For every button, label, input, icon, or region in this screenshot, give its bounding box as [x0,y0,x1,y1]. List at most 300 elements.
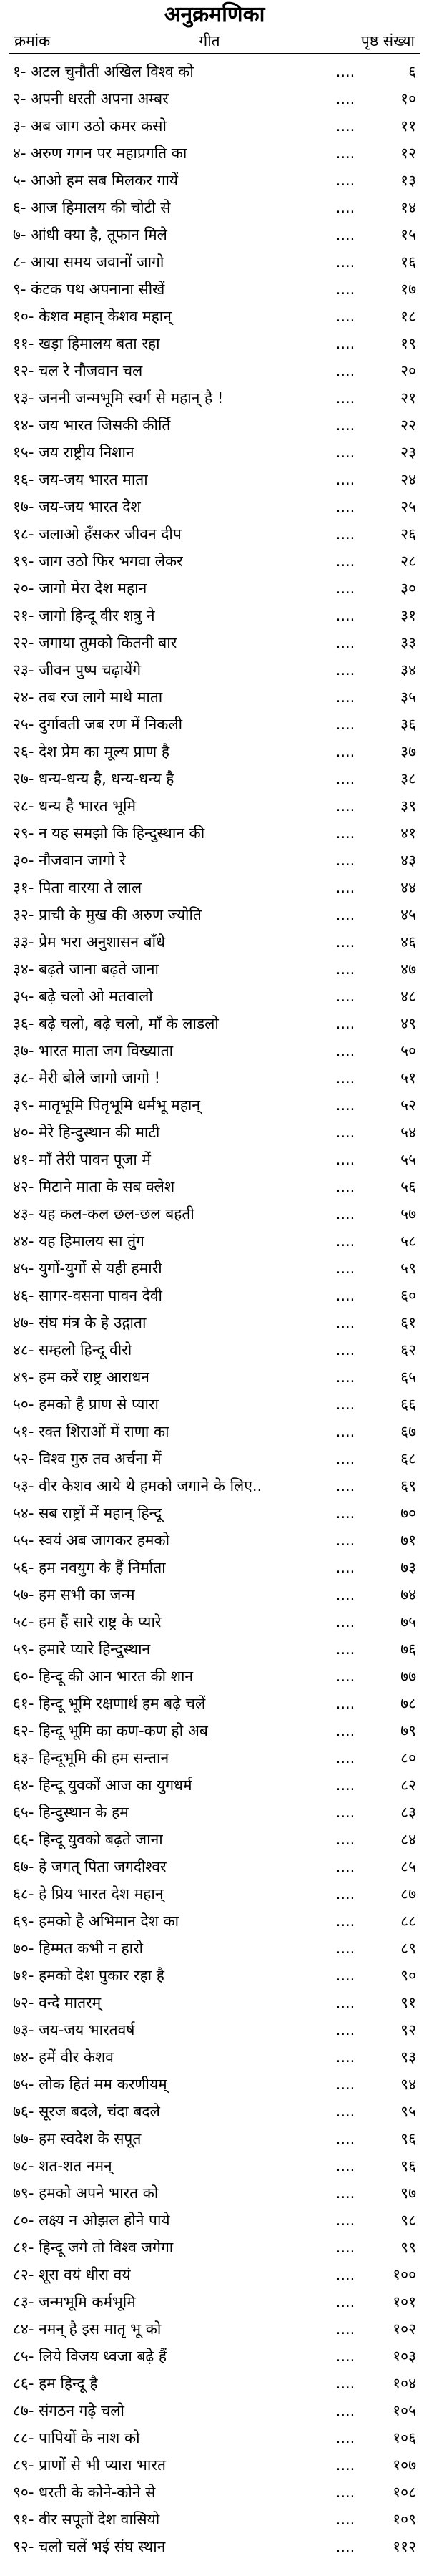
entry-leader-dots: .... [335,525,355,543]
entry-title: ४४- यह हिमालय सा तुंग [13,1233,144,1250]
entry-leader-dots: .... [335,199,355,216]
index-entry [9,439,420,466]
entry-page-number: ८७ [400,1885,416,1902]
entry-title: ७९- हमको अपने भारत को [13,2184,159,2202]
entry-page-number: ६८ [400,1450,416,1467]
entry-leader-dots: .... [335,90,355,107]
entry-page-number: ९० [400,1967,416,1984]
column-header-page: पृष्ठ संख्या [360,32,415,49]
entry-page-number: २५ [400,498,416,515]
index-entry [9,2451,420,2479]
entry-page-number: ११ [400,117,416,135]
entry-page-number: १०६ [393,2429,416,2446]
entry-title: ५३- वीर केशव आये थे हमको जगाने के लिए.. [13,1477,262,1494]
entry-page-number: ५२ [400,1097,416,1114]
entry-leader-dots: .... [335,2130,355,2147]
index-entry [9,1064,420,1092]
index-entry [9,1336,420,1364]
index-entry [9,1527,420,1554]
index-entry [9,928,420,956]
entry-page-number: १०५ [393,2402,416,2419]
entry-title: ४- अरुण गगन पर महाप्रगति का [13,145,187,162]
entry-page-number: १८ [400,308,416,325]
index-entry [9,656,420,684]
entry-leader-dots: .... [335,1912,355,1930]
entry-page-number: ६२ [400,1341,416,1359]
entry-title: १८- जलाओ हँसकर जीवन दीप [13,525,182,543]
entry-title: ४८- सम्हलो हिन्दू वीरो [13,1341,132,1359]
entry-page-number: ३४ [400,661,416,679]
entry-title: ७७- हम स्वदेश के सपूत [13,2130,142,2147]
entry-page-number: ५६ [400,1178,416,1195]
index-entry [9,1255,420,1282]
entry-title: ३७- भारत माता जग विख्याता [13,1042,174,1059]
entry-leader-dots: .... [335,1668,355,1685]
index-entry [9,221,420,248]
entry-page-number: ७३ [400,1559,416,1576]
entry-page-number: ४४ [400,879,416,896]
entry-title: ४३- यह कल-कल छल-छल बहती [13,1205,194,1223]
entry-title: ५१- रक्त शिराओं में राणा का [13,1423,169,1440]
entry-title: ३१- पिता वारया ते लाल [13,879,142,896]
entry-leader-dots: .... [335,1749,355,1766]
entry-leader-dots: .... [335,417,355,434]
entry-leader-dots: .... [335,1314,355,1331]
index-entry [9,2043,420,2071]
entry-leader-dots: .... [335,580,355,597]
entry-leader-dots: .... [335,879,355,896]
entry-leader-dots: .... [335,2239,355,2256]
index-entry [9,520,420,548]
entry-leader-dots: .... [335,1450,355,1467]
entry-title: १७- जय-जय भारत देश [13,498,141,515]
entry-page-number: ८३ [400,1804,416,1821]
index-entry [9,2261,420,2288]
entry-title: ८०- लक्ष्य न ओझल होने पाये [13,2212,170,2229]
entry-leader-dots: .... [335,661,355,679]
index-entry [9,1907,420,1935]
entry-leader-dots: .... [335,1641,355,1658]
entry-page-number: ३९ [400,797,416,815]
entry-title: ५६- हम नवयुग के हैं निर्माता [13,1559,166,1576]
index-entry [9,1282,420,1309]
entry-page-number: ५५ [400,1151,416,1168]
entry-page-number: ९४ [400,2076,416,2093]
index-entry [9,2207,420,2234]
entry-leader-dots: .... [335,1015,355,1032]
entry-leader-dots: .... [335,2511,355,2528]
entry-leader-dots: .... [335,308,355,325]
entry-title: ६८- हे प्रिय भारत देश महान् [13,1885,164,1902]
entry-leader-dots: .... [335,2484,355,2501]
entry-page-number: ६५ [400,1369,416,1386]
entry-leader-dots: .... [335,1613,355,1630]
index-entry [9,2179,420,2207]
entry-title: ८३- जन्मभूमि कर्मभूमि [13,2293,136,2310]
entry-leader-dots: .... [335,444,355,461]
entry-title: ११- खड़ा हिमालय बता रहा [13,335,160,352]
entry-title: १३- जननी जन्मभूमि स्वर्ग से महान् है ! [13,389,224,407]
entry-page-number: ११२ [393,2538,416,2555]
index-entry [9,847,420,874]
index-entry [9,1554,420,1581]
entry-page-number: ४६ [400,933,416,951]
entry-leader-dots: .... [335,1477,355,1494]
index-entry [9,1744,420,1771]
entry-title: ३६- बढ़े चलो, बढ़े चलो, माँ के लाडलो [13,1015,219,1032]
entry-title: १२- चल रे नौजवान चल [13,362,143,379]
entry-page-number: १०७ [393,2456,416,2474]
entry-page-number: ९६ [400,2130,416,2147]
index-entry [9,1092,420,1119]
index-entry [9,684,420,711]
entry-page-number: ३६ [400,716,416,733]
column-header-number: क्रमांक [14,32,51,49]
index-entry [9,602,420,629]
entry-title: ३३- प्रेम भरा अनुशासन बाँधे [13,933,166,951]
entry-page-number: ८९ [400,1940,416,1957]
entry-title: ४२- मिटाने माता के सब क्लेश [13,1178,175,1195]
index-entry [9,1228,420,1255]
entry-page-number: २० [400,362,416,379]
song-index-list [9,58,420,2560]
entry-title: ३४- बढ़ते जाना बढ़ते जाना [13,961,159,978]
entry-leader-dots: .... [335,389,355,407]
entry-title: ३२- प्राची के मुख की अरुण ज्योति [13,906,202,923]
entry-title: ७८- शत-शत नमन् [13,2157,112,2174]
entry-leader-dots: .... [335,1532,355,1549]
entry-page-number: ८८ [400,1912,416,1930]
entry-page-number: १३ [400,172,416,189]
entry-page-number: ५८ [400,1233,416,1250]
entry-leader-dots: .... [335,1069,355,1087]
entry-title: ९- कंटक पथ अपनाना सीखें [13,281,165,298]
entry-leader-dots: .... [335,770,355,787]
index-entry [9,167,420,194]
index-entry [9,194,420,221]
column-header-song: गीत [199,32,220,49]
entry-title: ७४- हमें वीर केशव [13,2048,114,2066]
entry-leader-dots: .... [335,335,355,352]
entry-leader-dots: .... [335,471,355,488]
entry-page-number: ८४ [400,1831,416,1848]
entry-leader-dots: .... [335,2076,355,2093]
entry-title: १९- जाग उठो फिर भगवा लेकर [13,553,183,570]
entry-leader-dots: .... [335,553,355,570]
index-entry [9,112,420,140]
entry-leader-dots: .... [335,1804,355,1821]
entry-page-number: २४ [400,471,416,488]
entry-leader-dots: .... [335,1831,355,1848]
entry-title: ६१- हिन्दू भूमि रक्षणार्थ हम बढ़े चलें [13,1695,206,1712]
entry-page-number: ९९ [400,2239,416,2256]
entry-page-number: ९६ [400,2157,416,2174]
index-entry [9,1853,420,1880]
entry-leader-dots: .... [335,797,355,815]
entry-title: १४- जय भारत जिसकी कीर्ति [13,417,171,434]
index-entry [9,820,420,847]
entry-leader-dots: .... [335,1858,355,1875]
entry-page-number: ७५ [400,1613,416,1630]
entry-title: ६४- हिन्दू युवकों आज का युगधर्म [13,1777,192,1794]
entry-title: ४७- संघ मंत्र के हे उद्गाता [13,1314,147,1331]
entry-page-number: ८० [400,1749,416,1766]
entry-leader-dots: .... [335,2456,355,2474]
entry-leader-dots: .... [335,1151,355,1168]
entry-leader-dots: .... [335,2293,355,2310]
entry-page-number: ८५ [400,1858,416,1875]
entry-title: ५०- हमको है प्राण से प्यारा [13,1396,159,1413]
entry-leader-dots: .... [335,2184,355,2202]
index-entry [9,2071,420,2098]
entry-page-number: ६० [400,1287,416,1304]
entry-leader-dots: .... [335,607,355,624]
index-entry [9,248,420,276]
entry-title: २२- जगाया तुमको कितनी बार [13,634,177,651]
index-entry [9,956,420,983]
entry-page-number: ६ [408,63,416,80]
entry-leader-dots: .... [335,1695,355,1712]
entry-title: ६६- हिन्दू युवको बढ़ते जाना [13,1831,163,1848]
entry-title: ६९- हमको है अभिमान देश का [13,1912,179,1930]
entry-page-number: ७९ [400,1722,416,1739]
entry-page-number: १०३ [393,2348,416,2365]
entry-leader-dots: .... [335,498,355,515]
entry-leader-dots: .... [335,1967,355,1984]
entry-page-number: ७८ [400,1695,416,1712]
entry-title: ९२- चलो चलें भई संघ स्थान [13,2538,166,2555]
entry-title: ८२- शूरा वयं धीरा वयं [13,2266,131,2283]
entry-title: १५- जय राष्ट्रीय निशान [13,444,134,461]
entry-page-number: ४७ [400,961,416,978]
entry-leader-dots: .... [335,2048,355,2066]
index-entry [9,1037,420,1064]
index-entry [9,2288,420,2315]
entry-title: ३९- मातृभूमि पितृभूमि धर्मभू महान् [13,1097,200,1114]
index-entry [9,792,420,820]
entry-title: ४६- सागर-वसना पावन देवी [13,1287,162,1304]
index-entry [9,1690,420,1717]
entry-page-number: १०४ [393,2375,416,2392]
entry-page-number: ७० [400,1505,416,1522]
entry-title: ६०- हिन्दू की आन भारत की शान [13,1668,194,1685]
entry-leader-dots: .... [335,933,355,951]
entry-title: ७२- वन्दे मातरम् [13,1994,102,2011]
entry-page-number: ४३ [400,852,416,869]
entry-title: २१- जागो हिन्दू वीर शत्रु ने [13,607,155,624]
entry-page-number: ५७ [400,1205,416,1223]
entry-page-number: १४ [400,199,416,216]
entry-title: ८४- नमन् है इस मातृ भू को [13,2320,162,2338]
entry-page-number: ५४ [400,1124,416,1141]
index-entry [9,1962,420,1989]
index-entry [9,2152,420,2179]
index-entry [9,2343,420,2370]
entry-title: ८८- पापियों के नाश को [13,2429,140,2446]
index-entry [9,738,420,765]
entry-title: ३८- मेरी बोले जागो जागो ! [13,1069,161,1087]
entry-page-number: ४८ [400,988,416,1005]
index-entry [9,1418,420,1445]
entry-leader-dots: .... [335,2375,355,2392]
entry-leader-dots: .... [335,634,355,651]
entry-title: ७५- लोक हितं मम करणीयम् [13,2076,167,2093]
entry-title: ५५- स्वयं अब जागकर हमको [13,1532,170,1549]
index-entry [9,901,420,928]
entry-leader-dots: .... [335,1586,355,1603]
index-entry [9,1635,420,1663]
index-entry [9,2098,420,2125]
entry-leader-dots: .... [335,1423,355,1440]
entry-page-number: २८ [400,553,416,570]
entry-title: ६७- हे जगत् पिता जगदीश्वर [13,1858,167,1875]
entry-title: ३- अब जाग उठो कमर कसो [13,117,167,135]
entry-title: २४- तब रज लागे माथे माता [13,689,163,706]
page-title: अनुक्रमणिका [164,2,265,27]
index-entry [9,1880,420,1907]
entry-leader-dots: .... [335,2320,355,2338]
index-entry [9,1581,420,1608]
entry-title: ८५- लिये विजय ध्वजा बढ़े हैं [13,2348,167,2365]
entry-title: ५७- हम सभी का जन्म [13,1586,135,1603]
index-entry [9,2397,420,2424]
index-entry [9,2234,420,2261]
index-entry [9,493,420,520]
entry-page-number: ९८ [400,2212,416,2229]
index-entry [9,2506,420,2533]
index-entry [9,1309,420,1336]
entry-page-number: ९७ [400,2184,416,2202]
index-entry [9,2315,420,2343]
entry-title: ४९- हम करें राष्ट्र आराधन [13,1369,149,1386]
entry-page-number: १०९ [393,2511,416,2528]
entry-leader-dots: .... [335,1233,355,1250]
index-entry [9,58,420,85]
entry-leader-dots: .... [335,1777,355,1794]
entry-page-number: २१ [400,389,416,407]
entry-title: ७१- हमको देश पुकार रहा है [13,1967,164,1984]
entry-title: ८६- हम हिन्दू है [13,2375,98,2392]
entry-leader-dots: .... [335,2402,355,2419]
entry-leader-dots: .... [335,1205,355,1223]
index-entry [9,2125,420,2152]
index-entry [9,711,420,738]
index-entry [9,1799,420,1826]
entry-leader-dots: .... [335,1885,355,1902]
entry-leader-dots: .... [335,716,355,733]
entry-leader-dots: .... [335,743,355,760]
entry-page-number: ७७ [400,1668,416,1685]
index-entry [9,1119,420,1146]
index-entry [9,1771,420,1799]
entry-leader-dots: .... [335,1940,355,1957]
entry-title: ५८- हम हैं सारे राष्ट्र के प्यारे [13,1613,162,1630]
entry-title: ८९- प्राणों से भी प्यारा भारत [13,2456,166,2474]
entry-title: २९- न यह समझो कि हिन्दुस्थान की [13,825,205,842]
entry-page-number: १०० [393,2266,416,2283]
index-entry [9,384,420,412]
index-entry [9,2370,420,2397]
index-entry [9,1010,420,1037]
entry-page-number: ५० [400,1042,416,1059]
entry-page-number: ४९ [400,1015,416,1032]
entry-leader-dots: .... [335,1260,355,1277]
index-entry [9,357,420,384]
entry-leader-dots: .... [335,145,355,162]
entry-leader-dots: .... [335,1505,355,1522]
entry-leader-dots: .... [335,1994,355,2011]
entry-page-number: ३५ [400,689,416,706]
entry-title: ५२- विश्व गुरु तव अर्चना में [13,1450,162,1467]
entry-page-number: ८२ [400,1777,416,1794]
entry-page-number: ६७ [400,1423,416,1440]
entry-title: ८- आया समय जवानों जागो [13,253,164,271]
entry-title: ९१- वीर सपूतों देश वासियो [13,2511,160,2528]
entry-leader-dots: .... [335,961,355,978]
entry-page-number: ५९ [400,1260,416,1277]
entry-leader-dots: .... [335,906,355,923]
entry-leader-dots: .... [335,2021,355,2038]
entry-title: ६५- हिन्दुस्थान के हम [13,1804,129,1821]
entry-page-number: ६६ [400,1396,416,1413]
entry-leader-dots: .... [335,1722,355,1739]
index-entry [9,2533,420,2560]
entry-page-number: ३१ [400,607,416,624]
index-entry [9,1445,420,1472]
entry-title: ७०- हिम्मत कभी न हारो [13,1940,144,1957]
index-entry [9,303,420,330]
entry-leader-dots: .... [335,2266,355,2283]
index-entry [9,548,420,575]
index-entry [9,1500,420,1527]
entry-title: १- अटल चुनौती अखिल विश्व को [13,63,194,80]
entry-leader-dots: .... [335,226,355,243]
entry-page-number: ७४ [400,1586,416,1603]
entry-page-number: १६ [400,253,416,271]
index-entry [9,85,420,112]
entry-title: ६३- हिन्दूभूमि की हम सन्तान [13,1749,169,1766]
entry-page-number: ३७ [400,743,416,760]
entry-leader-dots: .... [335,63,355,80]
entry-leader-dots: .... [335,2103,355,2120]
index-entry [9,575,420,602]
index-entry [9,1146,420,1173]
entry-title: २७- धन्य-धन्य है, धन्य-धन्य है [13,770,174,787]
entry-leader-dots: .... [335,1042,355,1059]
index-entry [9,1989,420,2016]
index-entry [9,1608,420,1635]
entry-title: ७३- जय-जय भारतवर्ष [13,2021,135,2038]
entry-page-number: १०१ [393,2293,416,2310]
index-entry [9,765,420,792]
index-entry [9,466,420,493]
entry-leader-dots: .... [335,852,355,869]
entry-page-number: ३० [400,580,416,597]
entry-title: ५४- सब राष्ट्रों में महान् हिन्दू [13,1505,162,1522]
index-entry [9,629,420,656]
entry-leader-dots: .... [335,2157,355,2174]
entry-leader-dots: .... [335,1178,355,1195]
entry-leader-dots: .... [335,2212,355,2229]
entry-page-number: ६१ [400,1314,416,1331]
entry-title: ५- आओ हम सब मिलकर गायें [13,172,179,189]
entry-leader-dots: .... [335,1396,355,1413]
entry-page-number: १७ [400,281,416,298]
entry-page-number: २२ [400,417,416,434]
index-entry [9,140,420,167]
entry-title: २३- जीवन पुष्प चढ़ायेंगे [13,661,142,679]
entry-leader-dots: .... [335,825,355,842]
